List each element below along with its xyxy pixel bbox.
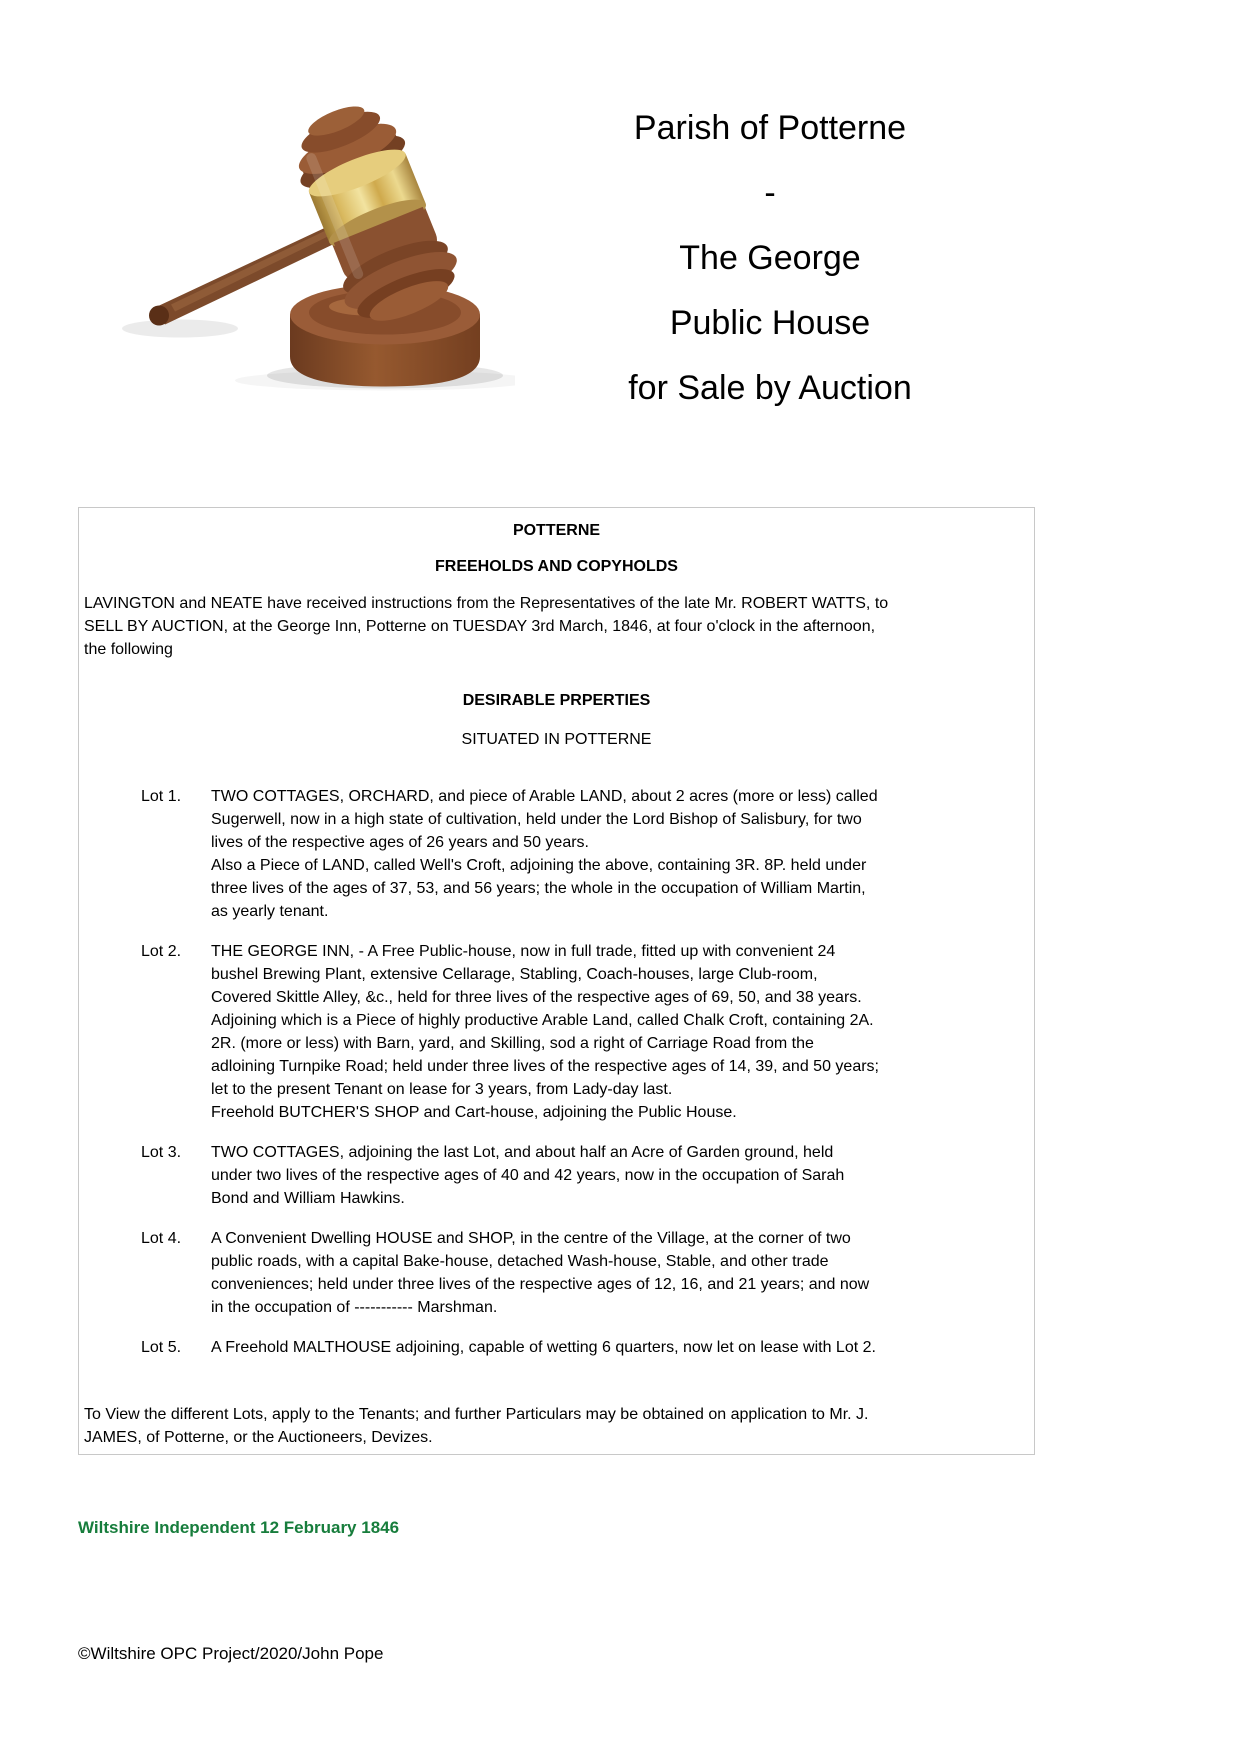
lot-item-1 bbox=[84, 785, 1029, 923]
title-line-public-house: Public House bbox=[669, 304, 871, 342]
lot-label: Lot 3. bbox=[141, 1144, 182, 1161]
notice-heading-potterne: POTTERNE bbox=[512, 522, 601, 539]
notice-intro bbox=[84, 592, 1029, 661]
title-line-parish: Parish of Potterne bbox=[633, 109, 907, 147]
lot-text bbox=[211, 1227, 1029, 1319]
lot-line: conveniences; held under three lives of the respective ages of 12, 16, and 21 years; and now bbox=[211, 1276, 870, 1293]
footer-line: To View the different Lots, apply to the Tenants; and further Particulars may be obtained on application to Mr. J. bbox=[84, 1406, 869, 1423]
copyright-line: ©Wiltshire OPC Project/2020/John Pope bbox=[78, 1644, 384, 1663]
lot-line: lives of the respective ages of 26 years and 50 years. bbox=[211, 834, 589, 851]
page-title bbox=[530, 96, 1010, 421]
intro-line: SELL BY AUCTION, at the George Inn, Potterne on TUESDAY 3rd March, 1846, at four o'clock in the afternoon, bbox=[84, 618, 876, 635]
lot-line: bushel Brewing Plant, extensive Cellarage, Stabling, Coach-houses, large Club-room, bbox=[211, 966, 818, 983]
lot-line: Adjoining which is a Piece of highly productive Arable Land, called Chalk Croft, containing 2A. bbox=[211, 1012, 874, 1029]
notice-footer bbox=[84, 1403, 1029, 1449]
lot-line: 2R. (more or less) with Barn, yard, and Skilling, sod a right of Carriage Road from the bbox=[211, 1035, 814, 1052]
lot-line: in the occupation of ----------- Marshman. bbox=[211, 1299, 498, 1316]
lot-text bbox=[211, 785, 1029, 923]
title-line-the-george: The George bbox=[679, 239, 861, 277]
lot-label: Lot 5. bbox=[141, 1339, 182, 1356]
lot-line: adloining Turnpike Road; held under three lives of the respective ages of 14, 39, and 50 years; bbox=[211, 1058, 879, 1075]
source-citation: Wiltshire Independent 12 February 1846 bbox=[78, 1518, 400, 1537]
lot-line: Sugerwell, now in a high state of cultivation, held under the Lord Bishop of Salisbury, for two bbox=[211, 811, 862, 828]
lot-line: Bond and William Hawkins. bbox=[211, 1190, 405, 1207]
lot-text bbox=[211, 1336, 1029, 1359]
lot-line: Also a Piece of LAND, called Well's Croft, adjoining the above, containing 3R. 8P. held under bbox=[211, 857, 867, 874]
lot-label: Lot 1. bbox=[141, 788, 182, 805]
notice-heading-desirable: DESIRABLE PRPERTIES bbox=[462, 692, 651, 709]
lot-label: Lot 2. bbox=[141, 943, 182, 960]
footer-line: JAMES, of Potterne, or the Auctioneers, Devizes. bbox=[84, 1429, 433, 1446]
lot-line: Covered Skittle Alley, &c., held for three lives of the respective ages of 69, 50, and 38 years. bbox=[211, 989, 862, 1006]
lot-item-2 bbox=[84, 940, 1029, 1124]
gavel-image bbox=[85, 72, 515, 397]
lot-line: TWO COTTAGES, adjoining the last Lot, and about half an Acre of Garden ground, held bbox=[211, 1144, 834, 1161]
lot-item-5 bbox=[84, 1336, 1029, 1359]
lot-text bbox=[211, 1141, 1029, 1210]
lot-line: public roads, with a capital Bake-house, detached Wash-house, Stable, and other trade bbox=[211, 1253, 829, 1270]
lot-line: let to the present Tenant on lease for 3 years, from Lady-day last. bbox=[211, 1081, 673, 1098]
lot-line: THE GEORGE INN, - A Free Public-house, now in full trade, fitted up with convenient 24 bbox=[211, 943, 836, 960]
title-line-dash: - bbox=[764, 174, 776, 212]
lot-line: A Freehold MALTHOUSE adjoining, capable of wetting 6 quarters, now let on lease with Lot 2. bbox=[211, 1339, 876, 1356]
lot-line: three lives of the ages of 37, 53, and 56 years; the whole in the occupation of William Martin, bbox=[211, 880, 866, 897]
intro-line: the following bbox=[84, 641, 173, 658]
title-line-for-sale: for Sale by Auction bbox=[628, 369, 912, 407]
notice-heading-freeholds: FREEHOLDS AND COPYHOLDS bbox=[435, 558, 678, 575]
lot-item-3 bbox=[84, 1141, 1029, 1210]
auction-notice-box bbox=[78, 507, 1035, 1455]
lots-list bbox=[84, 785, 1029, 1359]
lot-text bbox=[211, 940, 1029, 1124]
lot-line: TWO COTTAGES, ORCHARD, and piece of Arable LAND, about 2 acres (more or less) called bbox=[211, 788, 878, 805]
lot-label: Lot 4. bbox=[141, 1230, 182, 1247]
intro-line: LAVINGTON and NEATE have received instructions from the Representatives of the late Mr. ROBERT WATTS, to bbox=[84, 595, 889, 612]
notice-heading-situated: SITUATED IN POTTERNE bbox=[461, 731, 652, 748]
lot-line: Freehold BUTCHER'S SHOP and Cart-house, adjoining the Public House. bbox=[211, 1104, 737, 1121]
lot-line: as yearly tenant. bbox=[211, 903, 329, 920]
lot-item-4 bbox=[84, 1227, 1029, 1319]
lot-line: A Convenient Dwelling HOUSE and SHOP, in the centre of the Village, at the corner of two bbox=[211, 1230, 851, 1247]
lot-line: under two lives of the respective ages of 40 and 42 years, now in the occupation of Sarah bbox=[211, 1167, 845, 1184]
